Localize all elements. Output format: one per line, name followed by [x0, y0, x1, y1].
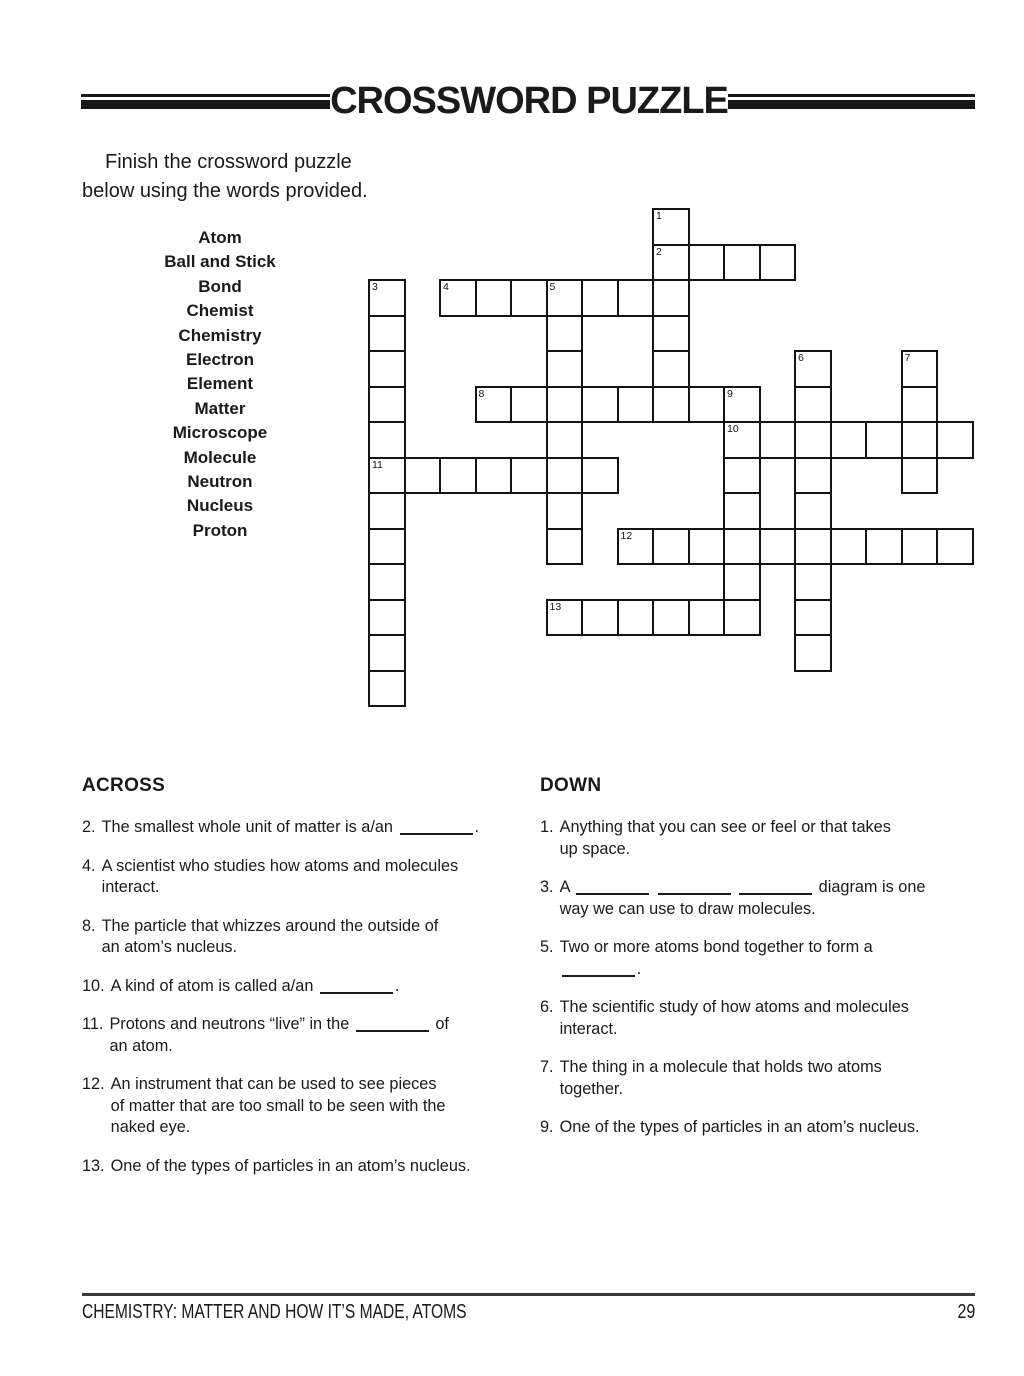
grid-cell	[688, 244, 726, 282]
down-heading: DOWN	[540, 775, 602, 796]
grid-cell	[652, 386, 690, 424]
across-clue-number: 10.	[82, 976, 105, 995]
footer-title: CHEMISTRY: MATTER AND HOW IT’S MADE, ATOMS	[82, 1301, 467, 1323]
grid-cell	[546, 315, 584, 353]
answer-blank	[356, 1018, 429, 1032]
cell-number: 8	[478, 387, 485, 400]
grid-cell	[475, 457, 513, 495]
grid-cell	[368, 670, 406, 708]
grid-cell	[546, 421, 584, 459]
answer-blank	[320, 980, 393, 994]
across-heading: ACROSS	[82, 775, 166, 796]
word-bank-item: Microscope	[172, 423, 268, 443]
across-clue-text: An instrument that can be used to see pieces of matter that are too small to be seen with the naked eye.	[110, 1075, 446, 1136]
down-clue-number: 6.	[540, 998, 554, 1016]
cell-number: 1	[656, 210, 662, 222]
grid-cell	[368, 634, 406, 672]
down-clue-text: The thing in a molecule that holds two atoms together.	[559, 1058, 882, 1098]
grid-cell	[794, 528, 832, 566]
intro-line-1: Finish the crossword puzzle	[105, 151, 352, 173]
across-clue-number: 11.	[82, 1015, 104, 1033]
grid-cell	[368, 421, 406, 459]
grid-cell	[581, 599, 619, 637]
word-bank-item: Atom	[198, 228, 242, 247]
down-clue	[540, 997, 976, 1040]
grid-cell	[865, 528, 903, 566]
grid-cell	[546, 528, 584, 566]
grid-cell	[652, 244, 690, 282]
across-clue-number: 8.	[82, 916, 96, 935]
word-bank-item: Electron	[185, 350, 255, 370]
across-clue-text: Protons and neutrons “live” in the of an atom.	[109, 1015, 449, 1055]
grid-cell	[368, 457, 406, 495]
across-clue	[82, 976, 520, 998]
down-clue-text: Anything that you can see or feel or that takes up space.	[559, 818, 891, 858]
grid-cell	[510, 386, 548, 424]
grid-cell	[617, 528, 655, 566]
word-bank-item: Element	[186, 374, 254, 394]
down-clue	[540, 817, 976, 860]
answer-blank	[562, 963, 635, 977]
word-bank-item: Ball and Stick	[164, 252, 276, 272]
grid-cell	[901, 350, 939, 388]
title-rule-left-thick	[81, 100, 330, 109]
title-rule-left-thin	[81, 94, 330, 97]
page-title: CROSSWORD PUZZLE	[330, 80, 728, 122]
across-section	[82, 775, 520, 1194]
grid-cell	[475, 279, 513, 317]
grid-cell	[652, 528, 690, 566]
down-section	[540, 775, 976, 1156]
across-clue	[82, 916, 520, 959]
grid-cell	[368, 350, 406, 388]
grid-cell	[510, 279, 548, 317]
grid-cell	[688, 386, 726, 424]
grid-cell	[546, 457, 584, 495]
across-clue	[82, 856, 520, 899]
grid-cell	[759, 244, 797, 282]
grid-cell	[652, 315, 690, 353]
grid-cell	[688, 599, 726, 637]
grid-cell	[617, 599, 655, 637]
down-clue-text: A diagram is one way we can use to draw molecules.	[559, 878, 926, 918]
cell-number: 13	[549, 600, 562, 613]
grid-cell	[546, 492, 584, 530]
grid-cell	[830, 421, 868, 459]
answer-blank	[400, 821, 473, 835]
grid-cell	[794, 457, 832, 495]
word-bank-item: Nucleus	[186, 496, 254, 516]
down-clue	[540, 937, 976, 980]
grid-cell	[723, 599, 761, 637]
across-clue	[82, 1156, 520, 1178]
title-rule-left	[81, 94, 330, 109]
word-bank-item: Neutron	[187, 472, 253, 492]
grid-cell	[723, 386, 761, 424]
down-clue	[540, 1057, 976, 1100]
word-bank	[82, 226, 358, 543]
word-bank-item: Proton	[192, 520, 248, 540]
grid-cell	[368, 315, 406, 353]
across-clue	[82, 817, 520, 839]
answer-blank	[576, 881, 649, 895]
grid-cell	[865, 421, 903, 459]
cell-number: 6	[798, 352, 804, 364]
grid-cell	[794, 421, 832, 459]
grid-cell	[510, 457, 548, 495]
across-clue-text: The smallest whole unit of matter is a/an .	[101, 818, 480, 836]
cell-number: 4	[443, 281, 449, 293]
cell-number: 7	[904, 352, 911, 364]
down-clue-number: 5.	[540, 938, 554, 956]
grid-cell	[368, 599, 406, 637]
grid-cell	[581, 386, 619, 424]
answer-blank	[658, 881, 731, 895]
across-clue-number: 2.	[82, 818, 96, 836]
word-bank-item: Chemistry	[178, 325, 262, 345]
word-bank-item: Molecule	[183, 447, 257, 467]
cell-number: 5	[549, 281, 556, 293]
across-clue-number: 12.	[82, 1075, 105, 1093]
word-bank-item: Matter	[194, 398, 246, 418]
grid-cell	[723, 563, 761, 601]
across-clue-number: 4.	[82, 856, 96, 875]
title-rule-right-thick	[728, 100, 975, 109]
grid-cell	[546, 279, 584, 317]
grid-cell	[794, 492, 832, 530]
down-clue-number: 7.	[540, 1058, 554, 1076]
grid-cell	[368, 279, 406, 317]
cell-number: 10	[727, 423, 739, 435]
cell-number: 2	[656, 245, 662, 258]
grid-cell	[723, 528, 761, 566]
grid-cell	[723, 457, 761, 495]
grid-cell	[901, 528, 939, 566]
grid-cell	[439, 457, 477, 495]
title-rule-right	[728, 94, 975, 109]
grid-cell	[723, 244, 761, 282]
down-clue-list	[540, 817, 976, 1139]
grid-cell	[475, 386, 513, 424]
answer-blank	[739, 881, 812, 895]
down-clue-number: 1.	[540, 818, 554, 836]
down-clue-number: 9.	[540, 1118, 554, 1136]
grid-cell	[794, 599, 832, 637]
cell-number: 11	[372, 458, 383, 471]
across-clue	[82, 1014, 520, 1057]
cell-number: 12	[620, 529, 633, 542]
down-clue-text: The scientific study of how atoms and molecules interact.	[559, 998, 909, 1038]
grid-cell	[581, 457, 619, 495]
grid-cell	[368, 386, 406, 424]
intro-line-2: below using the words provided.	[82, 180, 368, 202]
across-clue	[82, 1074, 520, 1139]
page-number: 29	[957, 1301, 975, 1323]
grid-cell	[688, 528, 726, 566]
grid-cell	[652, 279, 690, 317]
grid-cell	[936, 528, 974, 566]
grid-cell	[546, 599, 584, 637]
across-clue-number: 13.	[82, 1156, 105, 1175]
grid-cell	[794, 634, 832, 672]
across-clue-list	[82, 817, 520, 1177]
grid-cell	[936, 421, 974, 459]
intro-text	[82, 148, 412, 206]
grid-cell	[581, 279, 619, 317]
grid-cell	[901, 386, 939, 424]
grid-cell	[439, 279, 477, 317]
title-rule-right-thin	[728, 94, 975, 97]
grid-cell	[368, 528, 406, 566]
word-bank-item: Chemist	[186, 301, 254, 321]
across-clue-text: A kind of atom is called a/an .	[110, 976, 400, 995]
grid-cell	[617, 386, 655, 424]
grid-cell	[546, 350, 584, 388]
grid-cell	[901, 421, 939, 459]
grid-cell	[652, 350, 690, 388]
grid-cell	[617, 279, 655, 317]
grid-cell	[546, 386, 584, 424]
grid-cell	[901, 457, 939, 495]
grid-cell	[830, 528, 868, 566]
cell-number: 9	[727, 387, 733, 400]
grid-cell	[368, 492, 406, 530]
grid-cell	[652, 599, 690, 637]
grid-cell	[794, 563, 832, 601]
word-bank-item: Bond	[198, 276, 242, 296]
down-clue	[540, 877, 976, 920]
down-clue-number: 3.	[540, 878, 554, 896]
footer-rule	[82, 1293, 975, 1296]
grid-cell	[759, 528, 797, 566]
grid-cell	[723, 492, 761, 530]
across-clue-text: The particle that whizzes around the outside of an atom’s nucleus.	[101, 916, 439, 956]
grid-cell	[652, 208, 690, 246]
down-clue-text: One of the types of particles in an atom’s nucleus.	[559, 1118, 920, 1136]
grid-cell	[759, 421, 797, 459]
grid-cell	[368, 563, 406, 601]
down-clue-text: Two or more atoms bond together to form a .	[559, 938, 873, 978]
grid-cell	[723, 421, 761, 459]
across-clue-text: One of the types of particles in an atom’s nucleus.	[110, 1156, 471, 1175]
grid-cell	[404, 457, 442, 495]
down-clue	[540, 1117, 976, 1139]
grid-cell	[794, 350, 832, 388]
cell-number: 3	[372, 281, 378, 293]
grid-cell	[794, 386, 832, 424]
across-clue-text: A scientist who studies how atoms and molecules interact.	[101, 856, 459, 896]
